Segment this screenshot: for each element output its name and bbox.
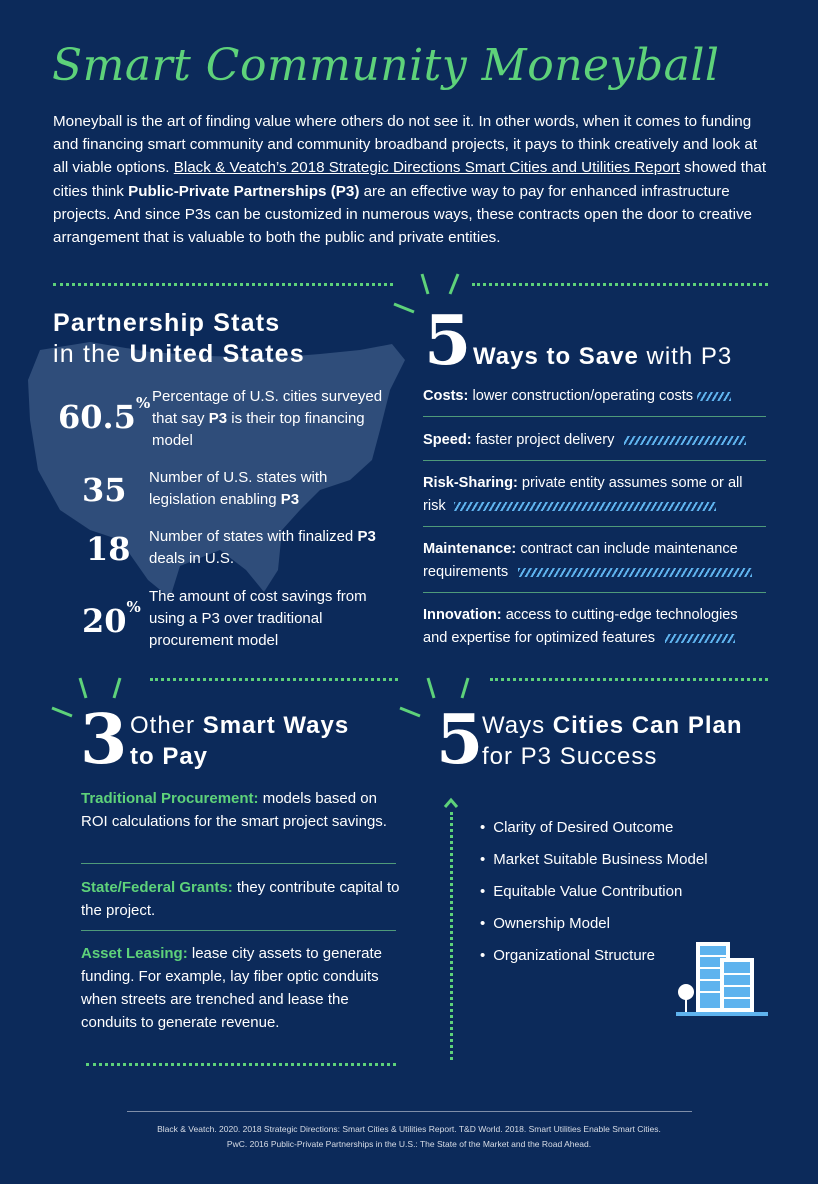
stat-desc-bold: P3: [357, 528, 376, 545]
other-ways-bold: Smart Ways: [202, 712, 350, 739]
plan-list: [480, 812, 708, 972]
item-text: they contribute capital to the project.: [81, 879, 400, 919]
plan-list-item: • Equitable Value Contribution: [480, 876, 708, 908]
other-way-item: [81, 876, 401, 922]
other-ways-prefix: Other: [130, 712, 203, 739]
ways-save-item: [423, 538, 766, 584]
hatch-bar: [518, 568, 752, 577]
buildings-icon: [676, 936, 768, 1018]
stat-value: 60.5: [58, 398, 136, 436]
stat-unit: %: [126, 598, 141, 616]
reference-line: PwC. 2016 Public-Private Partnerships in the U.S.: The State of the Market and the Road Ahead.: [226, 1139, 592, 1149]
stat-desc-bold: P3: [208, 410, 228, 427]
item-label: Asset Leasing:: [81, 945, 188, 962]
intro-text-1: Moneyball is the art of finding value where others do not see it. In other words, when it comes to funding and financing smart community and community broadband projects, it pays to think creatively and look at all viable options.: [53, 113, 758, 177]
item-label: Speed:: [423, 432, 472, 448]
dotted-divider: [150, 678, 398, 681]
ways-save-item: [423, 604, 766, 650]
stats-title-prefix: in the: [53, 340, 130, 368]
plan-title-line2: for P3 Success: [482, 743, 658, 770]
stat-description: [152, 386, 397, 452]
other-way-item: [81, 942, 401, 1034]
dotted-vertical-line: [450, 812, 453, 1060]
stat-number: [82, 598, 141, 640]
stat-desc-text: Percentage of U.S. cities surveyed that say: [152, 388, 383, 427]
item-label: Risk-Sharing:: [423, 475, 518, 491]
stat-desc-text: The amount of cost savings from using a P3 over traditional procurement model: [149, 588, 367, 649]
stats-title-bold: United States: [129, 340, 305, 368]
stat-unit: %: [135, 394, 151, 412]
plan-title: [482, 710, 743, 772]
stat-desc-bold: P3: [280, 491, 300, 508]
ways-save-title-bold: Ways to Save: [473, 343, 639, 370]
divider: [423, 416, 766, 417]
divider: [81, 930, 396, 931]
reference-divider: [127, 1111, 692, 1112]
other-ways-number: 3: [80, 700, 128, 780]
ways-save-item: [423, 429, 766, 452]
item-label: Maintenance:: [423, 541, 517, 557]
stat-value: 20: [82, 602, 127, 640]
ways-save-title: [473, 341, 732, 372]
item-label: Traditional Procurement:: [81, 790, 259, 807]
divider: [81, 863, 396, 864]
item-text: models based on ROI calculations for the smart project savings.: [81, 790, 387, 830]
stat-desc-text: Number of states with finalized: [149, 528, 358, 545]
intro-text-2: showed that cities think: [53, 159, 767, 200]
hatch-bar: [624, 436, 746, 445]
dotted-divider: [490, 678, 768, 681]
plan-list-item: • Organizational Structure: [480, 940, 708, 972]
stats-title-line1: Partnership Stats: [53, 309, 281, 337]
dotted-divider: [472, 283, 768, 286]
other-ways-title: [130, 710, 349, 772]
divider: [423, 592, 766, 593]
item-text: access to cutting-edge technologies and expertise for optimized features: [423, 607, 738, 646]
stat-number: [82, 471, 127, 509]
item-text: private entity assumes some or all risk: [423, 475, 743, 514]
reference-line: Black & Veatch. 2020. 2018 Strategic Directions: Smart Cities & Utilities Report. T&D World. 2018. Smart Utilities Enable Smart Cities.: [157, 1124, 661, 1134]
item-label: State/Federal Grants:: [81, 879, 233, 896]
plan-list-item: • Ownership Model: [480, 908, 708, 940]
divider: [423, 526, 766, 527]
hatch-bar: [665, 634, 735, 643]
stat-description: [149, 526, 394, 570]
ways-save-title-rest: with P3: [638, 343, 733, 370]
stat-desc-text: Number of U.S. states with legislation enabling: [149, 469, 328, 508]
item-label: Costs:: [423, 388, 469, 404]
plan-number: 5: [436, 700, 484, 780]
dotted-divider: [53, 283, 393, 286]
item-label: Innovation:: [423, 607, 502, 623]
plan-list-item: • Clarity of Desired Outcome: [480, 812, 708, 844]
intro-text-3: are an effective way to pay for enhanced infrastructure projects. And since P3s can be customized in numerous ways, these contracts open the door to creative arrangement that is valuable to both the public and private entities.: [53, 182, 753, 247]
plan-title-prefix: Ways: [482, 712, 553, 739]
stat-desc-text: deals in U.S.: [149, 550, 235, 567]
page-title: Smart Community Moneyball: [52, 40, 720, 91]
stat-description: [149, 467, 394, 511]
hatch-bar: [697, 392, 731, 401]
intro-bold-p3: Public-Private Partnerships (P3): [128, 182, 360, 200]
other-ways-bold-2: to Pay: [130, 743, 209, 770]
stat-number: [86, 530, 131, 568]
plan-list-item: • Market Suitable Business Model: [480, 844, 708, 876]
stat-value: 18: [86, 530, 131, 568]
intro-paragraph: [53, 110, 768, 249]
stat-value: 35: [82, 471, 127, 509]
other-way-item: [81, 787, 401, 833]
divider: [423, 460, 766, 461]
hatch-bar: [454, 502, 716, 511]
stat-description: [149, 586, 394, 652]
ways-save-item: [423, 472, 766, 518]
stat-desc-text: is their top financing model: [152, 410, 365, 449]
item-text: lease city assets to generate funding. For example, lay fiber optic conduits when streets are trenched and lease the conduits to generate revenue.: [81, 945, 382, 1031]
dotted-divider: [86, 1063, 396, 1066]
plan-title-bold: Cities Can Plan: [552, 712, 743, 739]
up-arrow-icon: [443, 796, 459, 812]
stat-number: [58, 394, 151, 436]
item-text: contract can include maintenance requirements: [423, 541, 738, 580]
stats-title: [53, 308, 305, 370]
report-link[interactable]: Black & Veatch’s 2018 Strategic Directions Smart Cities and Utilities Report: [173, 159, 680, 177]
item-text: lower construction/operating costs: [468, 388, 694, 404]
ways-save-number: 5: [424, 301, 472, 381]
item-text: faster project delivery: [471, 432, 615, 448]
ways-save-item: [423, 385, 766, 408]
